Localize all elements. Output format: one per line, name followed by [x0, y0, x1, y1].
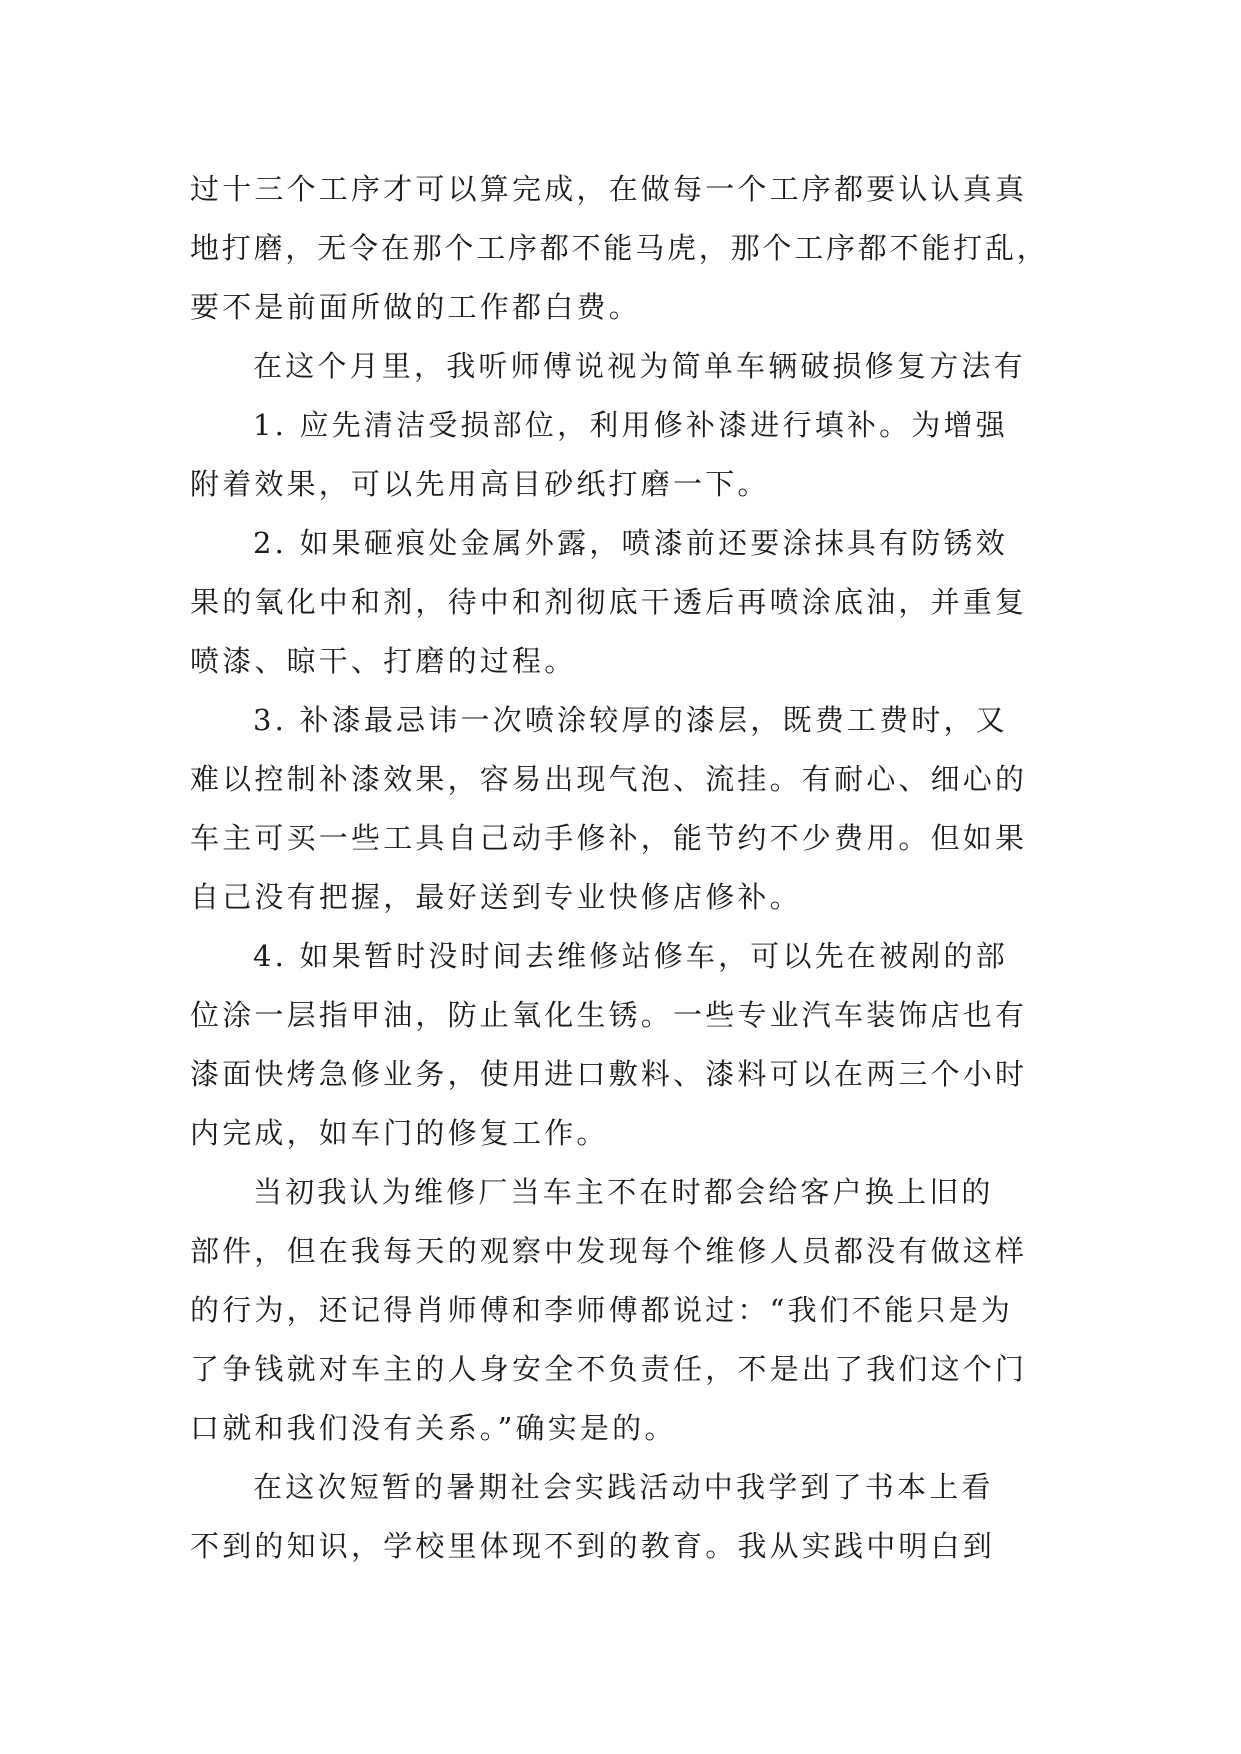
text-line: 位涂一层指甲油，防止氧化生锈。一些专业汽车装饰店也有 [190, 998, 1028, 1032]
text-line: 过十三个工序才可以算完成，在做每一个工序都要认认真真 [190, 172, 1028, 206]
text-line: 3. 补漆最忌讳一次喷涂较厚的漆层，既费工费时，又 [253, 703, 1008, 737]
text-line: 果的氧化中和剂，待中和剂彻底干透后再喷涂底油，并重复 [190, 585, 1028, 619]
text-line: 要不是前面所做的工作都白费。 [190, 290, 641, 324]
text-line: 喷漆、晾干、打磨的过程。 [190, 644, 577, 678]
text-line: 自己没有把握，最好送到专业快修店修补。 [190, 880, 802, 914]
document-body [190, 160, 1050, 1576]
text-line: 2. 如果砸痕处金属外露，喷漆前还要涂抹具有防锈效 [253, 526, 1008, 560]
text-line: 1. 应先清洁受损部位，利用修补漆进行填补。为增强 [253, 408, 1008, 442]
text-line: 部件，但在我每天的观察中发现每个维修人员都没有做这样 [190, 1234, 1028, 1268]
text-line: 在这次短暂的暑期社会实践活动中我学到了书本上看 [253, 1470, 994, 1504]
text-line: 了争钱就对车主的人身安全不负责任，不是出了我们这个门 [190, 1352, 1028, 1386]
text-line: 不到的知识，学校里体现不到的教育。我从实践中明白到 [190, 1529, 996, 1563]
text-line: 地打磨，无令在那个工序都不能马虎，那个工序都不能打乱， [190, 231, 1049, 265]
text-line: 在这个月里，我听师傅说视为简单车辆破损修复方法有 [253, 349, 1026, 383]
text-line: 车主可买一些工具自己动手修补，能节约不少费用。但如果 [190, 821, 1028, 855]
text-line: 内完成，如车门的修复工作。 [190, 1116, 609, 1150]
text-line: 的行为，还记得肖师傅和李师傅都说过：“我们不能只是为 [190, 1293, 1014, 1327]
text-line: 漆面快烤急修业务，使用进口敷料、漆料可以在两三个小时 [190, 1057, 1028, 1091]
text-line: 4. 如果暂时没时间去维修站修车，可以先在被剐的部 [253, 939, 1008, 973]
text-line: 口就和我们没有关系。”确实是的。 [190, 1411, 677, 1445]
text-line: 当初我认为维修厂当车主不在时都会给客户换上旧的 [253, 1175, 994, 1209]
text-line: 附着效果，可以先用高目砂纸打磨一下。 [190, 467, 770, 501]
text-line: 难以控制补漆效果，容易出现气泡、流挂。有耐心、细心的 [190, 762, 1028, 796]
